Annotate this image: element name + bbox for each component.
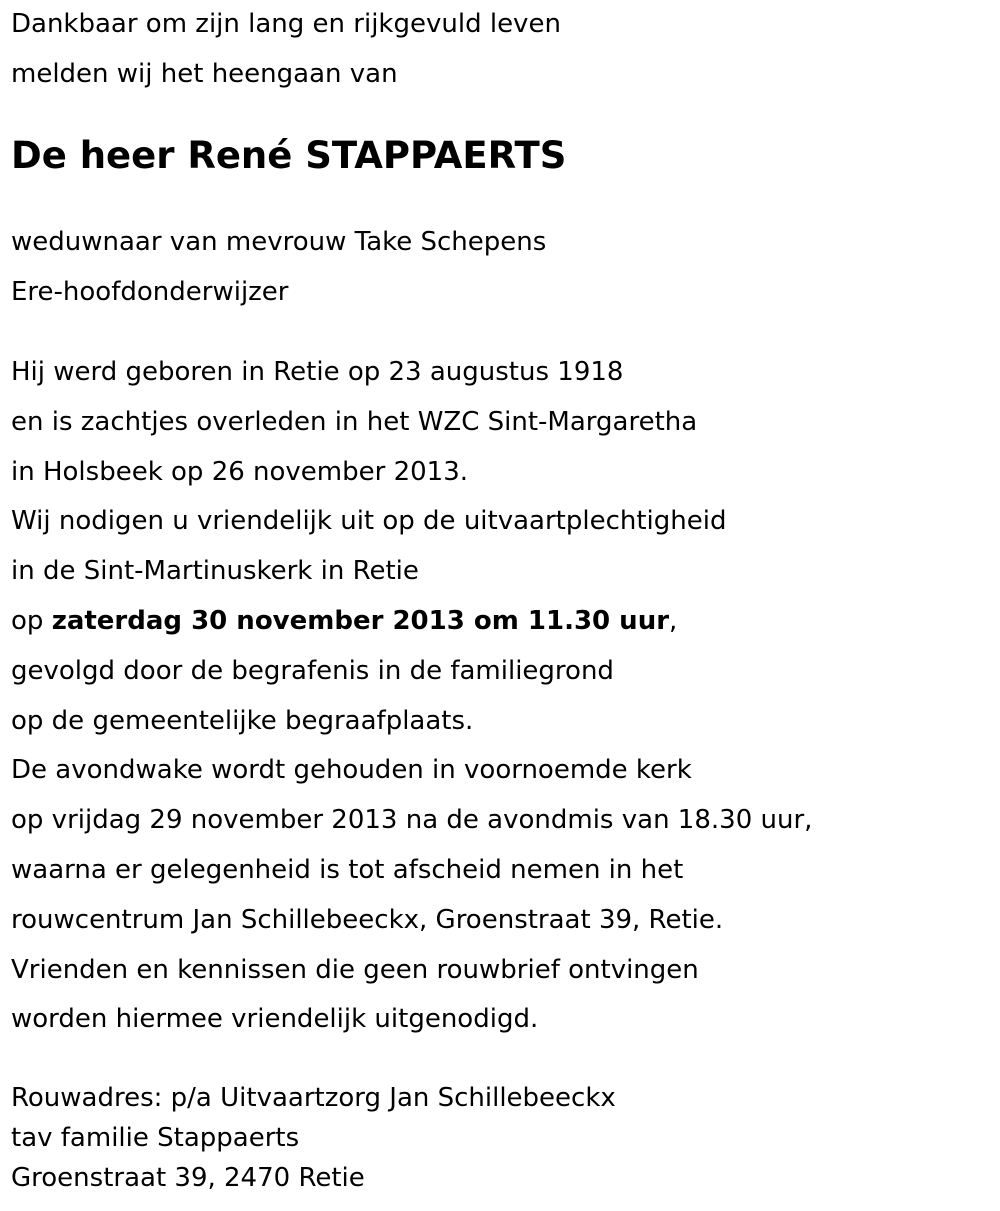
intro-section	[11, 0, 561, 100]
body-line-7: gevolgd door de begrafenis in de familiegrond	[11, 655, 614, 686]
announcement-body	[11, 348, 812, 1045]
description-section	[11, 218, 546, 318]
address-line-1: Rouwadres: p/a Uitvaartzorg Jan Schillebeeckx	[11, 1083, 616, 1113]
address-line-2: tav familie Stappaerts	[11, 1123, 300, 1153]
body-line-8: op de gemeentelijke begraafplaats.	[11, 705, 474, 736]
deceased-name: De heer René STAPPAERTS	[11, 134, 567, 177]
body-line-2: en is zachtjes overleden in het WZC Sint-Margaretha	[11, 406, 698, 437]
address-line-3: Groenstraat 39, 2470 Retie	[11, 1163, 365, 1193]
funeral-date-prefix: op	[11, 605, 52, 636]
mourning-address	[11, 1078, 616, 1198]
funeral-date-time: zaterdag 30 november 2013 om 11.30 uur	[51, 605, 670, 636]
body-line-4: Wij nodigen u vriendelijk uit op de uitvaartplechtigheid	[11, 506, 727, 537]
body-line-11: waarna er gelegenheid is tot afscheid nemen in het	[11, 854, 684, 885]
body-line-14: worden hiermee vriendelijk uitgenodigd.	[11, 1004, 539, 1035]
body-line-3: in Holsbeek op 26 november 2013.	[11, 456, 469, 487]
body-line-1: Hij werd geboren in Retie op 23 augustus 1918	[11, 357, 624, 387]
body-line-12: rouwcentrum Jan Schillebeeckx, Groenstraat 39, Retie.	[11, 904, 724, 935]
body-line-5: in de Sint-Martinuskerk in Retie	[11, 556, 419, 587]
intro-line-1: Dankbaar om zijn lang en rijkgevuld leven	[11, 9, 561, 39]
body-line-10: op vrijdag 29 november 2013 na de avondmis van 18.30 uur,	[11, 805, 813, 836]
body-line-13: Vrienden en kennissen die geen rouwbrief ontvingen	[11, 954, 699, 985]
intro-line-2: melden wij het heengaan van	[11, 58, 398, 89]
description-line-2: Ere-hoofdonderwijzer	[11, 276, 289, 307]
body-line-9: De avondwake wordt gehouden in voornoemde kerk	[11, 755, 692, 786]
description-line-1: weduwnaar van mevrouw Take Schepens	[11, 227, 547, 257]
body-line-6	[11, 597, 812, 647]
funeral-date-suffix: ,	[669, 605, 678, 636]
